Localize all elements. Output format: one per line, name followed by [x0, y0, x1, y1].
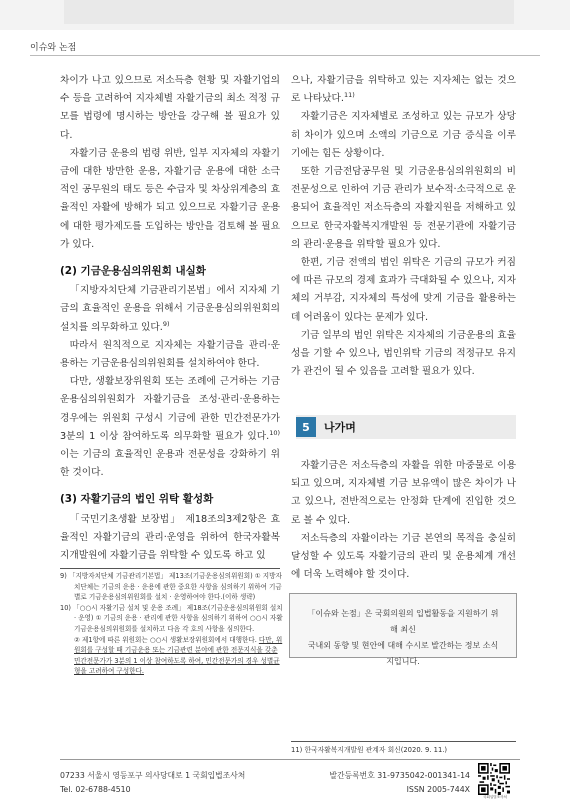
top-header-band [0, 0, 570, 30]
qr-label: 국회입법조사처 [483, 795, 507, 799]
footnote-ref[interactable]: 9) [162, 319, 170, 328]
telephone: Tel. 02-6788-4510 [60, 785, 131, 794]
paragraph: 따라서 원칙적으로 지자체는 자활기금을 관리·운용하는 기금운용심의위원회를 설치하여야 한다. [60, 339, 280, 370]
qr-code-icon[interactable] [478, 763, 510, 795]
chapter-title: 나가며 [324, 421, 356, 434]
paragraph: 기금 일부의 법인 위탁은 지자체의 기금운용의 효율성을 기할 수 있으나, 법인위탁 기금의 적정규모 유지가 관건이 될 수 있음을 고려할 필요가 있다. [291, 329, 516, 378]
footnote-divider [291, 741, 516, 742]
paragraph: 또한 기금전담공무원 및 기금운용심의위원회의 비전문성으로 인하여 기금 관리가 보수적·소극적으로 운용되어 효율적인 저소득층의 자활지원을 저해하고 있으므로 한국자활복지개발원 등 전문기관에 자활기금의 관리·운용을 위탁할 필요가 있다. [291, 166, 516, 250]
footnotes [60, 571, 285, 677]
registration-number: 발간등록번호 31-9735042-001341-14 [329, 771, 470, 780]
issn: ISSN 2005-744X [406, 785, 470, 794]
footer-contact [60, 769, 245, 797]
address: 07233 서울시 영등포구 의사당대로 1 국회입법조사처 [60, 771, 246, 780]
right-column [291, 72, 516, 381]
footnote-ref[interactable]: 11) [343, 90, 355, 99]
paragraph: 저소득층의 자활이라는 기금 본연의 목적을 충실히 달성할 수 있도록 자활기금의 관리 및 운용체계 개선에 더욱 노력해야 할 것이다. [291, 532, 516, 581]
info-line: 「이슈와 논점」은 국회의원의 입법활동을 지원하기 위해 최신 [307, 609, 499, 634]
paragraph: 자활기금 운용의 법령 위반, 일부 지자체의 자활기금에 대한 방만한 운용, 자활기금 운용에 대한 소극적인 공무원의 태도 등은 수급자 및 차상위계층의 효율적인 자활에 방해가 되고 있으므로 자활기금 운용에 대한 평가제도를 도입하는 방안을 검토해 볼 필요가 있다. [60, 147, 280, 250]
section-divider [30, 55, 540, 56]
subheading: (3) 자활기금의 법인 위탁 활성화 [60, 493, 214, 506]
paragraph: 「국민기초생활 보장법」 제18조의3제2항은 효율적인 자활기금의 관리·운영을 위하여 한국자활복지개발원에 자활기금을 위탁할 수 있도록 하고 있 [60, 513, 280, 562]
section-label: 이슈와 논점 [30, 43, 77, 53]
paragraph: 으나, 자활기금을 위탁하고 있는 지자체는 없는 것으로 나타났다.$^{11)}$ [291, 75, 516, 105]
footnote-10: 10) 「○○시 자활기금 설치 및 운용 조례」 제18조(기금운용심의위원회 설치 · 운영) ① 기금의 운용 · 관리에 관한 사항을 심의하기 위하여 ○○시 자활기금운용심의위원회를 설치하고 다음 각 호의 사항을 심의한다. [60, 603, 283, 633]
publication-info-box [289, 593, 517, 666]
footnote-10-item-2: ② 제1항에 따른 위원회는 ○○시 생활보장위원회에서 대행한다. 다만, 위원회를 구성할 때 기금운용 또는 기금관련 분야에 관한 전문지식을 갖춘 민간전문가가 3분의 1 이상 참여하도록 하여, 민간전문가의 경우 성별균형을 고려하여 구성한다. [74, 635, 283, 676]
paragraph: 다만, 생활보장위원회 또는 조례에 근거하는 기금운용심의위원회가 자활기금을 조성·관리·운용하는 경우에는 위원회 구성시 기금에 관한 민간전문가가 3분의 1 이상 참여하도록 의무화할 필요가 있다.$^{10)}$ 이는 기금의 효율적인 운용과 전문성을 강화하기 위한 것이다. [60, 376, 280, 479]
conclusion-text [291, 457, 516, 584]
paragraph: 차이가 나고 있으므로 저소득층 현황 및 자활기업의 수 등을 고려하여 지자체별 자활기금의 최소 적정 규모를 법령에 명시하는 방안을 강구해 볼 필요가 있다. [60, 75, 280, 141]
top-header-band-inner [64, 0, 514, 24]
subheading: (2) 기금운용심의위원회 내실화 [60, 265, 206, 278]
chapter-heading [296, 417, 356, 437]
paragraph: 자활기금은 저소득층의 자활을 위한 마중물로 이용되고 있으며, 지자체별 기금 보유액이 많은 차이가 나고 있으나, 전반적으로는 안정화 단계에 진입한 것으로 볼 수 있다. [291, 460, 516, 526]
footer-registration [300, 769, 470, 797]
paragraph: 「지방자치단체 기금관리기본법」에서 지자체 기금의 효율적인 운용을 위해서 기금운용심의위원회의 설치를 의무화하고 있다.$^{9)}$ [60, 285, 280, 333]
footnote-ref[interactable]: 10) [269, 428, 280, 437]
footer-divider [60, 759, 520, 760]
info-line: 국내외 동향 및 현안에 대해 수시로 발간하는 정보 소식지입니다. [307, 641, 499, 666]
left-column [60, 72, 280, 565]
paragraph: 한편, 기금 전액의 법인 위탁은 기금의 규모가 커짐에 따른 규모의 경제 효과가 극대화될 수 있으나, 지자체의 거부감, 지자체의 특성에 맞게 기금을 활용하는데 어려움이 있다는 문제가 있다. [291, 257, 516, 323]
paragraph: 자활기금은 지자체별로 조성하고 있는 규모가 상당히 차이가 있으며 소액의 기금으로 기금 증식을 이루기에는 힘든 상황이다. [291, 111, 516, 159]
chapter-number-badge: 5 [296, 417, 316, 437]
footnote-divider [60, 568, 280, 569]
footnote-11: 11) 한국자활복지개발원 관계자 회신(2020. 9. 11.) [291, 746, 448, 754]
footnote-9: 9) 「지방자치단체 기금관리기본법」 제13조(기금운용심의위원회) ① 지방자치단체는 기금의 운용 · 운용에 관한 중요한 사항을 심의하기 위하여 기금별로 기금운용심의위원회를 설치 · 운영하여야 한다.(이하 생략) [60, 572, 282, 602]
